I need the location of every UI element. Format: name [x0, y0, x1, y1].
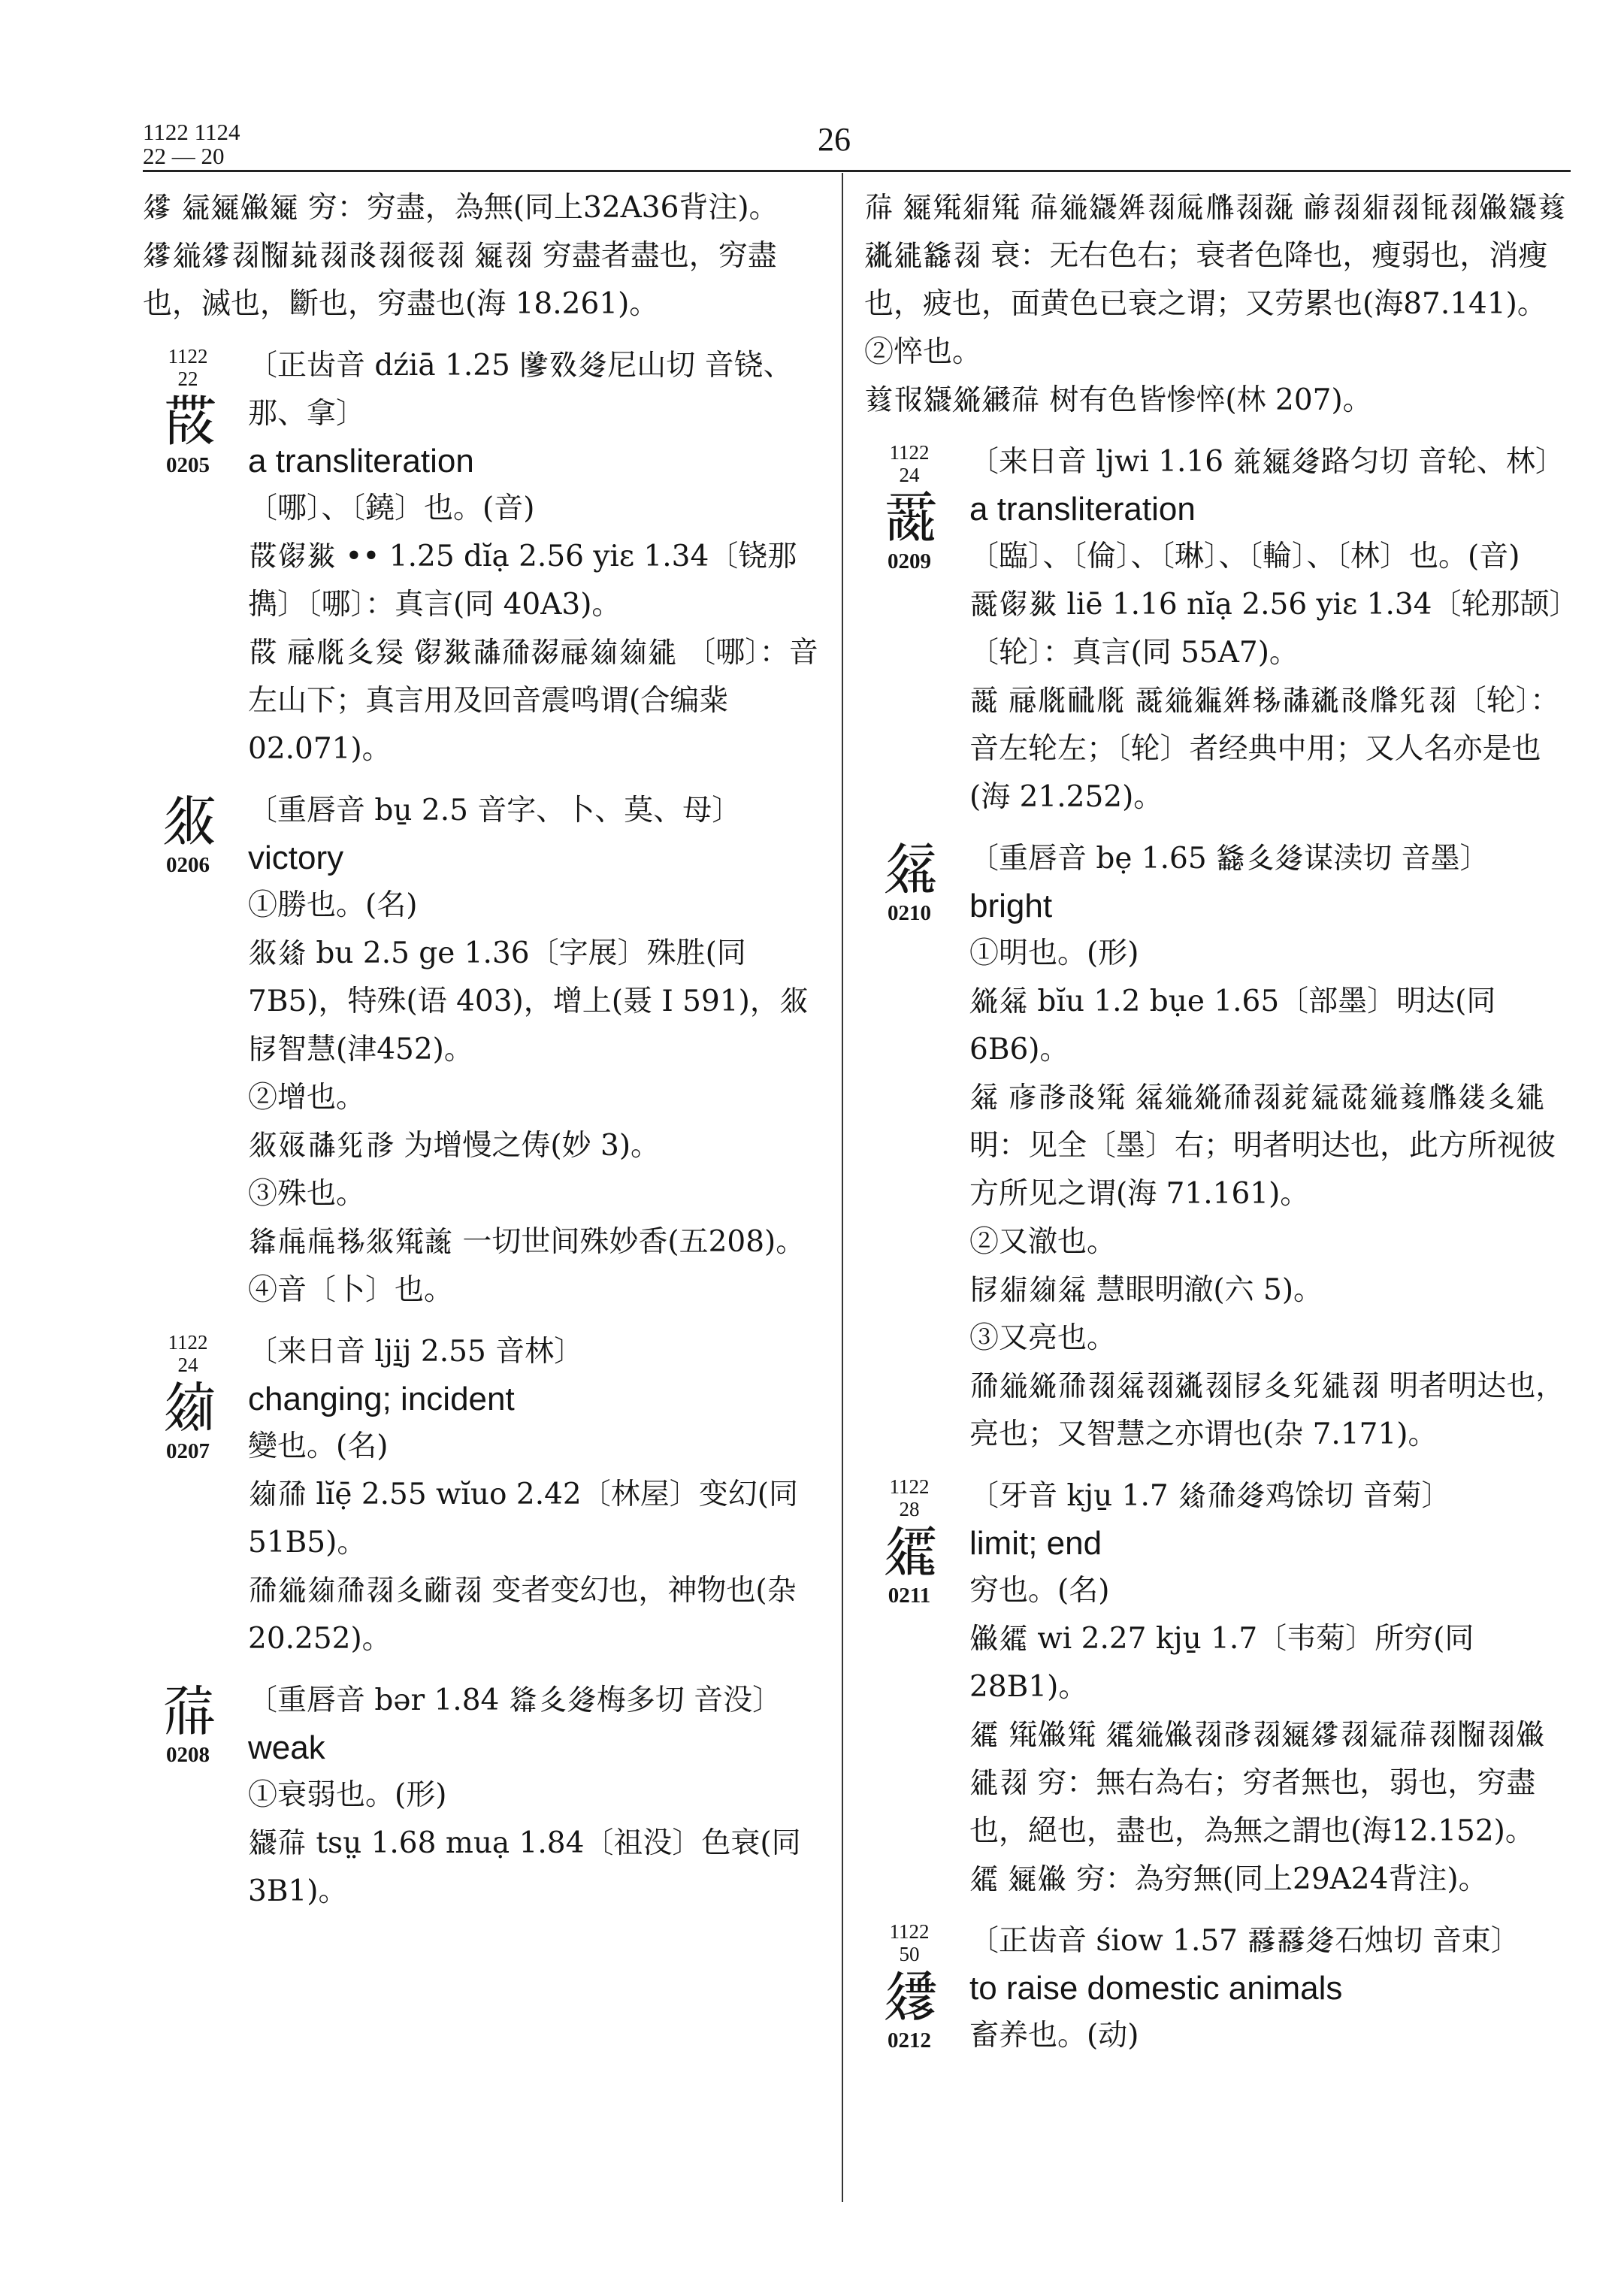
entry-code-sub: 24	[177, 1354, 198, 1376]
continuation-block	[864, 184, 1571, 425]
pronunciation: 〔正齿音 śiow 1.57 𗵒𗵒𗫶石烛切 音束〕	[969, 1924, 1520, 1958]
text-line: 𗡺𗤋𗦻𗤿 慧眼明澈(六 5)。	[969, 1273, 1323, 1307]
text-line: 𗤷𗤿 bĭu 1.2 bụe 1.65〔部墨〕明达(同 6B6)。	[969, 985, 1496, 1066]
text-line: ①勝也。(名)	[248, 888, 418, 922]
dictionary-entry	[864, 1917, 1571, 2060]
text-line: 畜养也。(动)	[969, 2019, 1139, 2053]
column-divider	[842, 173, 843, 2202]
pronunciation: 〔牙音 kju̱ 1.7 𗦳𗗙𗫶鸡馀切 音菊〕	[969, 1479, 1451, 1513]
text-line: 𗗚 𗿲𗋕𗤋𗋕 𗗚𗥤𗿼𗤶𗖌𗏁𗆏𗖌𗖶 𗑗𗖌𗤋𗖌𗺉𗖌𗏹𗿼𗒺𗡶𗧓𗴮𗖌 衰：无右色右；衰者色降也，瘦弱也，消瘦也，疲也，面黄色已衰之谓；又劳累也(海87.141)。	[864, 191, 1567, 321]
entry-number: 0211	[888, 1584, 931, 1608]
entry-number: 0208	[166, 1743, 210, 1767]
entry-sidebar	[143, 1680, 233, 1767]
entry-sidebar	[143, 345, 233, 477]
text-line: ②悴也。	[864, 335, 982, 369]
dictionary-entry	[864, 1472, 1571, 1904]
entry-number: 0207	[166, 1439, 210, 1463]
text-line: 𗒺𗌻𗿼𗤷𗪺𗗚 树有色皆惨悴(林 207)。	[864, 383, 1372, 417]
text-line: 𗼇𗡞𗰜𗉺𗰔 为增慢之俦(妙 3)。	[248, 1129, 661, 1163]
entry-code: 1122	[168, 1331, 208, 1354]
headword-glyph: 𗧖	[883, 1965, 936, 2029]
english-gloss: changing; incident	[248, 1381, 515, 1417]
text-line: 𗵘 𗄊𗅋𗟻𗅋 𗵘𗥤𗦨𗤶𗈪𗰜𗡶𗰗𗆄𗉺𗖌〔轮〕：音左轮左；〔轮〕者经典中用；又人名亦是也(海 21.252)。	[969, 684, 1560, 814]
headword-glyph: 𗦻	[162, 1375, 214, 1440]
left-column	[143, 184, 834, 1929]
text-line: 𗏹𗨺 wi 2.27 kju̱ 1.7〔韦菊〕所穷(同 28B1)。	[969, 1622, 1474, 1704]
header-left	[143, 120, 293, 168]
text-line: 𗧘𗥤𗧘𗖌𗂰𗭪𗖌𗰗𗖌𗢘𗖌 𗿲𗖌 穷盡者盡也，穷盡也，滅也，斷也，穷盡也(海 18.261)。	[143, 239, 777, 321]
dictionary-entry	[143, 1328, 834, 1663]
entry-code-sub: 22	[177, 368, 198, 390]
entry-number: 0206	[166, 853, 210, 877]
text-line: 𗨺 𗋕𗏹𗋕 𗨺𗥤𗏹𗖌𗰔𗖌𗿲𗧘𗖌𗦇𗗚𗖌𗂰𗖌𗏹𗧓𗖌 穷：無右為右；穷者無也，弱也，穷盡也，絕也，盡也，為無之謂也(海12.152)。	[969, 1718, 1545, 1848]
entry-sidebar	[864, 1920, 954, 2053]
entry-number: 0205	[166, 453, 210, 477]
entry-number: 0212	[888, 2028, 931, 2053]
dictionary-entry	[143, 1677, 834, 1916]
headword-glyph: 𗨺	[883, 1520, 936, 1584]
dictionary-entry	[864, 835, 1571, 1459]
english-gloss: bright	[969, 888, 1053, 924]
text-line: ④音〔卜〕也。	[248, 1273, 454, 1307]
header-entry-range: 1122 1124	[143, 119, 240, 145]
right-column	[864, 184, 1571, 2074]
entry-code-sub: 50	[899, 1943, 920, 1965]
text-line: 𗼇𗦳 bu 2.5 ge 1.36〔字展〕殊胜(同 7B5)，特殊(语 403)，增上(聂 I 591)，𗼇𗡺智慧(津452)。	[248, 936, 809, 1066]
entry-code-sub: 24	[899, 464, 920, 486]
pronunciation: 〔来日音 ljwi 1.16 𗑾𗿲𗫶路匀切 音轮、林〕	[969, 445, 1565, 479]
entry-code-sub: 28	[899, 1498, 920, 1520]
english-gloss: limit; end	[969, 1525, 1102, 1562]
pronunciation: 〔重唇音 bẹ 1.65 𗴮𗢨𗫶谋渎切 音墨〕	[969, 842, 1489, 876]
entry-code: 1122	[889, 1475, 930, 1498]
text-line: 〔哪〕、〔鐃〕也。(音)	[248, 492, 535, 525]
text-line: ①衰弱也。(形)	[248, 1778, 447, 1812]
text-line: 𗨺 𗿲𗏹 穷：為穷無(同上29A24背注)。	[969, 1862, 1488, 1896]
entry-sidebar	[864, 1475, 954, 1608]
text-line: 𗶳𗃮𗯴 •• 1.25 dĭạ 2.56 yiɛ 1.34〔铙那擕〕〔哪〕：真言(同 40A3)。	[248, 540, 797, 622]
text-line: 𗦻𗗙 lĭẹ̄ 2.55 wĭuo 2.42〔林屋〕变幻(同51B5)。	[248, 1478, 798, 1560]
entry-code: 1122	[889, 441, 930, 464]
text-line: 〔臨〕、〔倫〕、〔琳〕、〔輪〕、〔林〕也。(音)	[969, 540, 1520, 573]
pronunciation: 〔来日音 lji̱j 2.55 音林〕	[248, 1335, 584, 1369]
text-line: 𗗙𗥤𗤷𗗙𗖌𗤿𗖌𗡶𗖌𗡺𗢨𗉺𗧓𗖌 明者明达也，亮也；又智慧之亦谓也(杂 7.171)。	[969, 1369, 1565, 1451]
english-gloss: weak	[248, 1729, 325, 1766]
text-line: 𗿼𗗚 tsṳ 1.68 muạ 1.84〔祖没〕色衰(同3B1)。	[248, 1826, 801, 1908]
entry-code: 1122	[168, 345, 208, 368]
english-gloss: victory	[248, 840, 344, 876]
pronunciation: 〔重唇音 bu̱ 2.5 音字、卜、莫、母〕	[248, 794, 742, 827]
english-gloss: to raise domestic animals	[969, 1970, 1343, 2007]
page-number: 26	[818, 121, 851, 158]
text-line: 𗤿 𗇋𗰔𗰗𗋕 𗤿𗥤𗤷𗗙𗖌𗐱𗦇𗱕𗥤𗒺𗆏𗦿𗢨𗧓 明：见全〔墨〕右；明者明达也，此方所视彼方所见之谓(海 71.161)。	[969, 1081, 1556, 1211]
headword-glyph: 𗼇	[162, 789, 214, 854]
english-gloss: a transliteration	[248, 443, 474, 479]
entry-sidebar	[864, 441, 954, 573]
headword-glyph: 𗵘	[883, 486, 936, 550]
text-line: 變也。(名)	[248, 1429, 389, 1463]
headword-glyph: 𗶳	[162, 389, 214, 454]
entry-sidebar	[864, 838, 954, 925]
entry-code: 1122	[889, 1920, 930, 1943]
headword-glyph: 𗤿	[883, 837, 936, 902]
dictionary-entry	[864, 438, 1571, 821]
text-line: ②又澈也。	[969, 1225, 1117, 1259]
pronunciation: 〔重唇音 bər 1.84 𗌮𗢨𗫶梅多切 音没〕	[248, 1684, 782, 1717]
header-entry-sub: 22 — 20	[143, 143, 225, 169]
entry-sidebar	[143, 790, 233, 877]
header-rule	[143, 170, 1571, 172]
entry-sidebar	[143, 1331, 233, 1463]
text-line: 𗵘𗃮𗯴 liē 1.16 nĭạ 2.56 yiɛ 1.34〔轮那颉〕〔轮〕：真言(同 55A7)。	[969, 588, 1564, 670]
text-line: 穷也。(名)	[969, 1574, 1110, 1608]
text-line: 𗗙𗥤𗦻𗗙𗖌𗢨𗠁𗖌 变者变幻也，神物也(杂 20.252)。	[248, 1574, 797, 1656]
entry-number: 0209	[888, 549, 931, 573]
text-line: ①明也。(形)	[969, 936, 1139, 970]
text-line: ②增也。	[248, 1081, 366, 1115]
continuation-block	[143, 184, 834, 328]
text-line: ③殊也。	[248, 1177, 366, 1211]
pronunciation: 〔正齿音 dźiā 1.25 𗂳𗸦𗫶尼山切 音铙、那、拿〕	[248, 349, 793, 431]
text-line: 𗶳 𗄊𗅋𗢨𗊶 𗃮𗯴𗰜𗗙𗖠𗄊𗦻𗦻𗧓 〔哪〕：音左山下；真言用及回音震鸣谓(合编䉾 02.071)。	[248, 636, 818, 766]
dictionary-entry	[143, 342, 834, 773]
text-line: 𗧘 𗦇𗿲𗏹𗿲 穷：穷盡，為無(同上32A36背注)。	[143, 191, 779, 225]
entry-number: 0210	[888, 901, 931, 925]
headword-glyph: 𗗚	[162, 1679, 214, 1744]
dictionary-entry	[143, 787, 834, 1314]
english-gloss: a transliteration	[969, 491, 1196, 528]
text-line: 𗌮𗍫𗍫𗈪𗼇𗋕𗔫 一切世间殊妙香(五208)。	[248, 1225, 806, 1259]
text-line: ③又亮也。	[969, 1321, 1117, 1355]
